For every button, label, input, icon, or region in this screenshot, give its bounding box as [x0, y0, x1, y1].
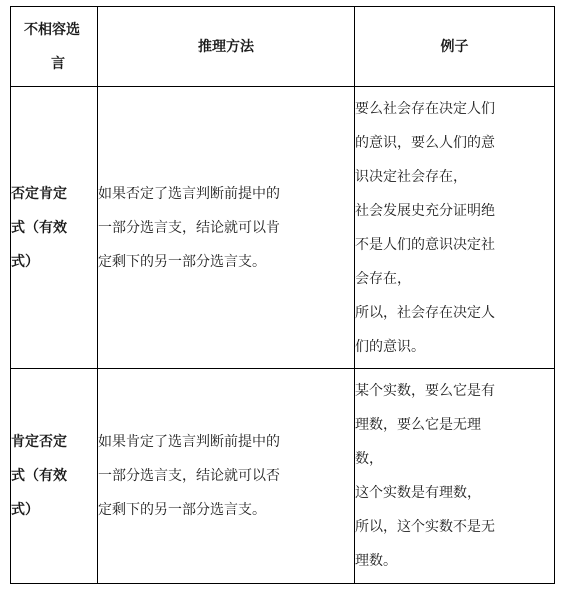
example-line: 不是人们的意识决定社 — [355, 236, 495, 253]
example-line: 的意识，要么人们的意 — [355, 134, 495, 151]
type-cell — [11, 369, 98, 584]
header-type-line: 言 — [51, 55, 65, 72]
logic-table — [10, 6, 555, 584]
header-row — [11, 7, 555, 87]
example-line: 社会发展史充分证明绝 — [355, 202, 495, 219]
example-line: 识决定社会存在， — [355, 168, 467, 185]
method-line: 一部分选言支，结论就可以否 — [98, 468, 280, 484]
table-row — [11, 369, 555, 584]
example-line: 们的意识。 — [355, 338, 425, 355]
header-example: 例子 — [355, 7, 555, 87]
example-line: 某个实数，要么它是有 — [355, 383, 495, 399]
header-type-line: 不相容选 — [24, 21, 80, 38]
example-cell — [355, 87, 555, 369]
type-line: 式（有效 — [11, 468, 67, 484]
type-line: 式） — [11, 253, 39, 270]
example-line: 理数，要么它是无理 — [355, 417, 481, 433]
type-line: 否定肯定 — [11, 185, 67, 202]
type-cell — [11, 87, 98, 369]
type-line: 肯定否定 — [11, 434, 67, 450]
method-line: 定剩下的另一部分选言支。 — [98, 253, 266, 270]
method-line: 如果否定了选言判断前提中的 — [98, 185, 280, 202]
method-line: 定剩下的另一部分选言支。 — [98, 502, 266, 518]
example-line: 这个实数是有理数， — [355, 485, 481, 501]
method-cell — [98, 87, 355, 369]
method-cell — [98, 369, 355, 584]
header-type — [11, 7, 98, 87]
table-row — [11, 87, 555, 369]
example-line: 要么社会存在决定人们 — [355, 100, 495, 117]
example-line: 理数。 — [355, 553, 397, 569]
example-line: 会存在， — [355, 270, 411, 287]
example-line: 数， — [355, 451, 383, 467]
type-line: 式（有效 — [11, 219, 67, 236]
example-line: 所以，社会存在决定人 — [355, 304, 495, 321]
example-line: 所以，这个实数不是无 — [355, 519, 495, 535]
header-method: 推理方法 — [98, 7, 355, 87]
method-line: 如果肯定了选言判断前提中的 — [98, 434, 280, 450]
method-line: 一部分选言支，结论就可以肯 — [98, 219, 280, 236]
type-line: 式） — [11, 502, 39, 518]
example-cell — [355, 369, 555, 584]
